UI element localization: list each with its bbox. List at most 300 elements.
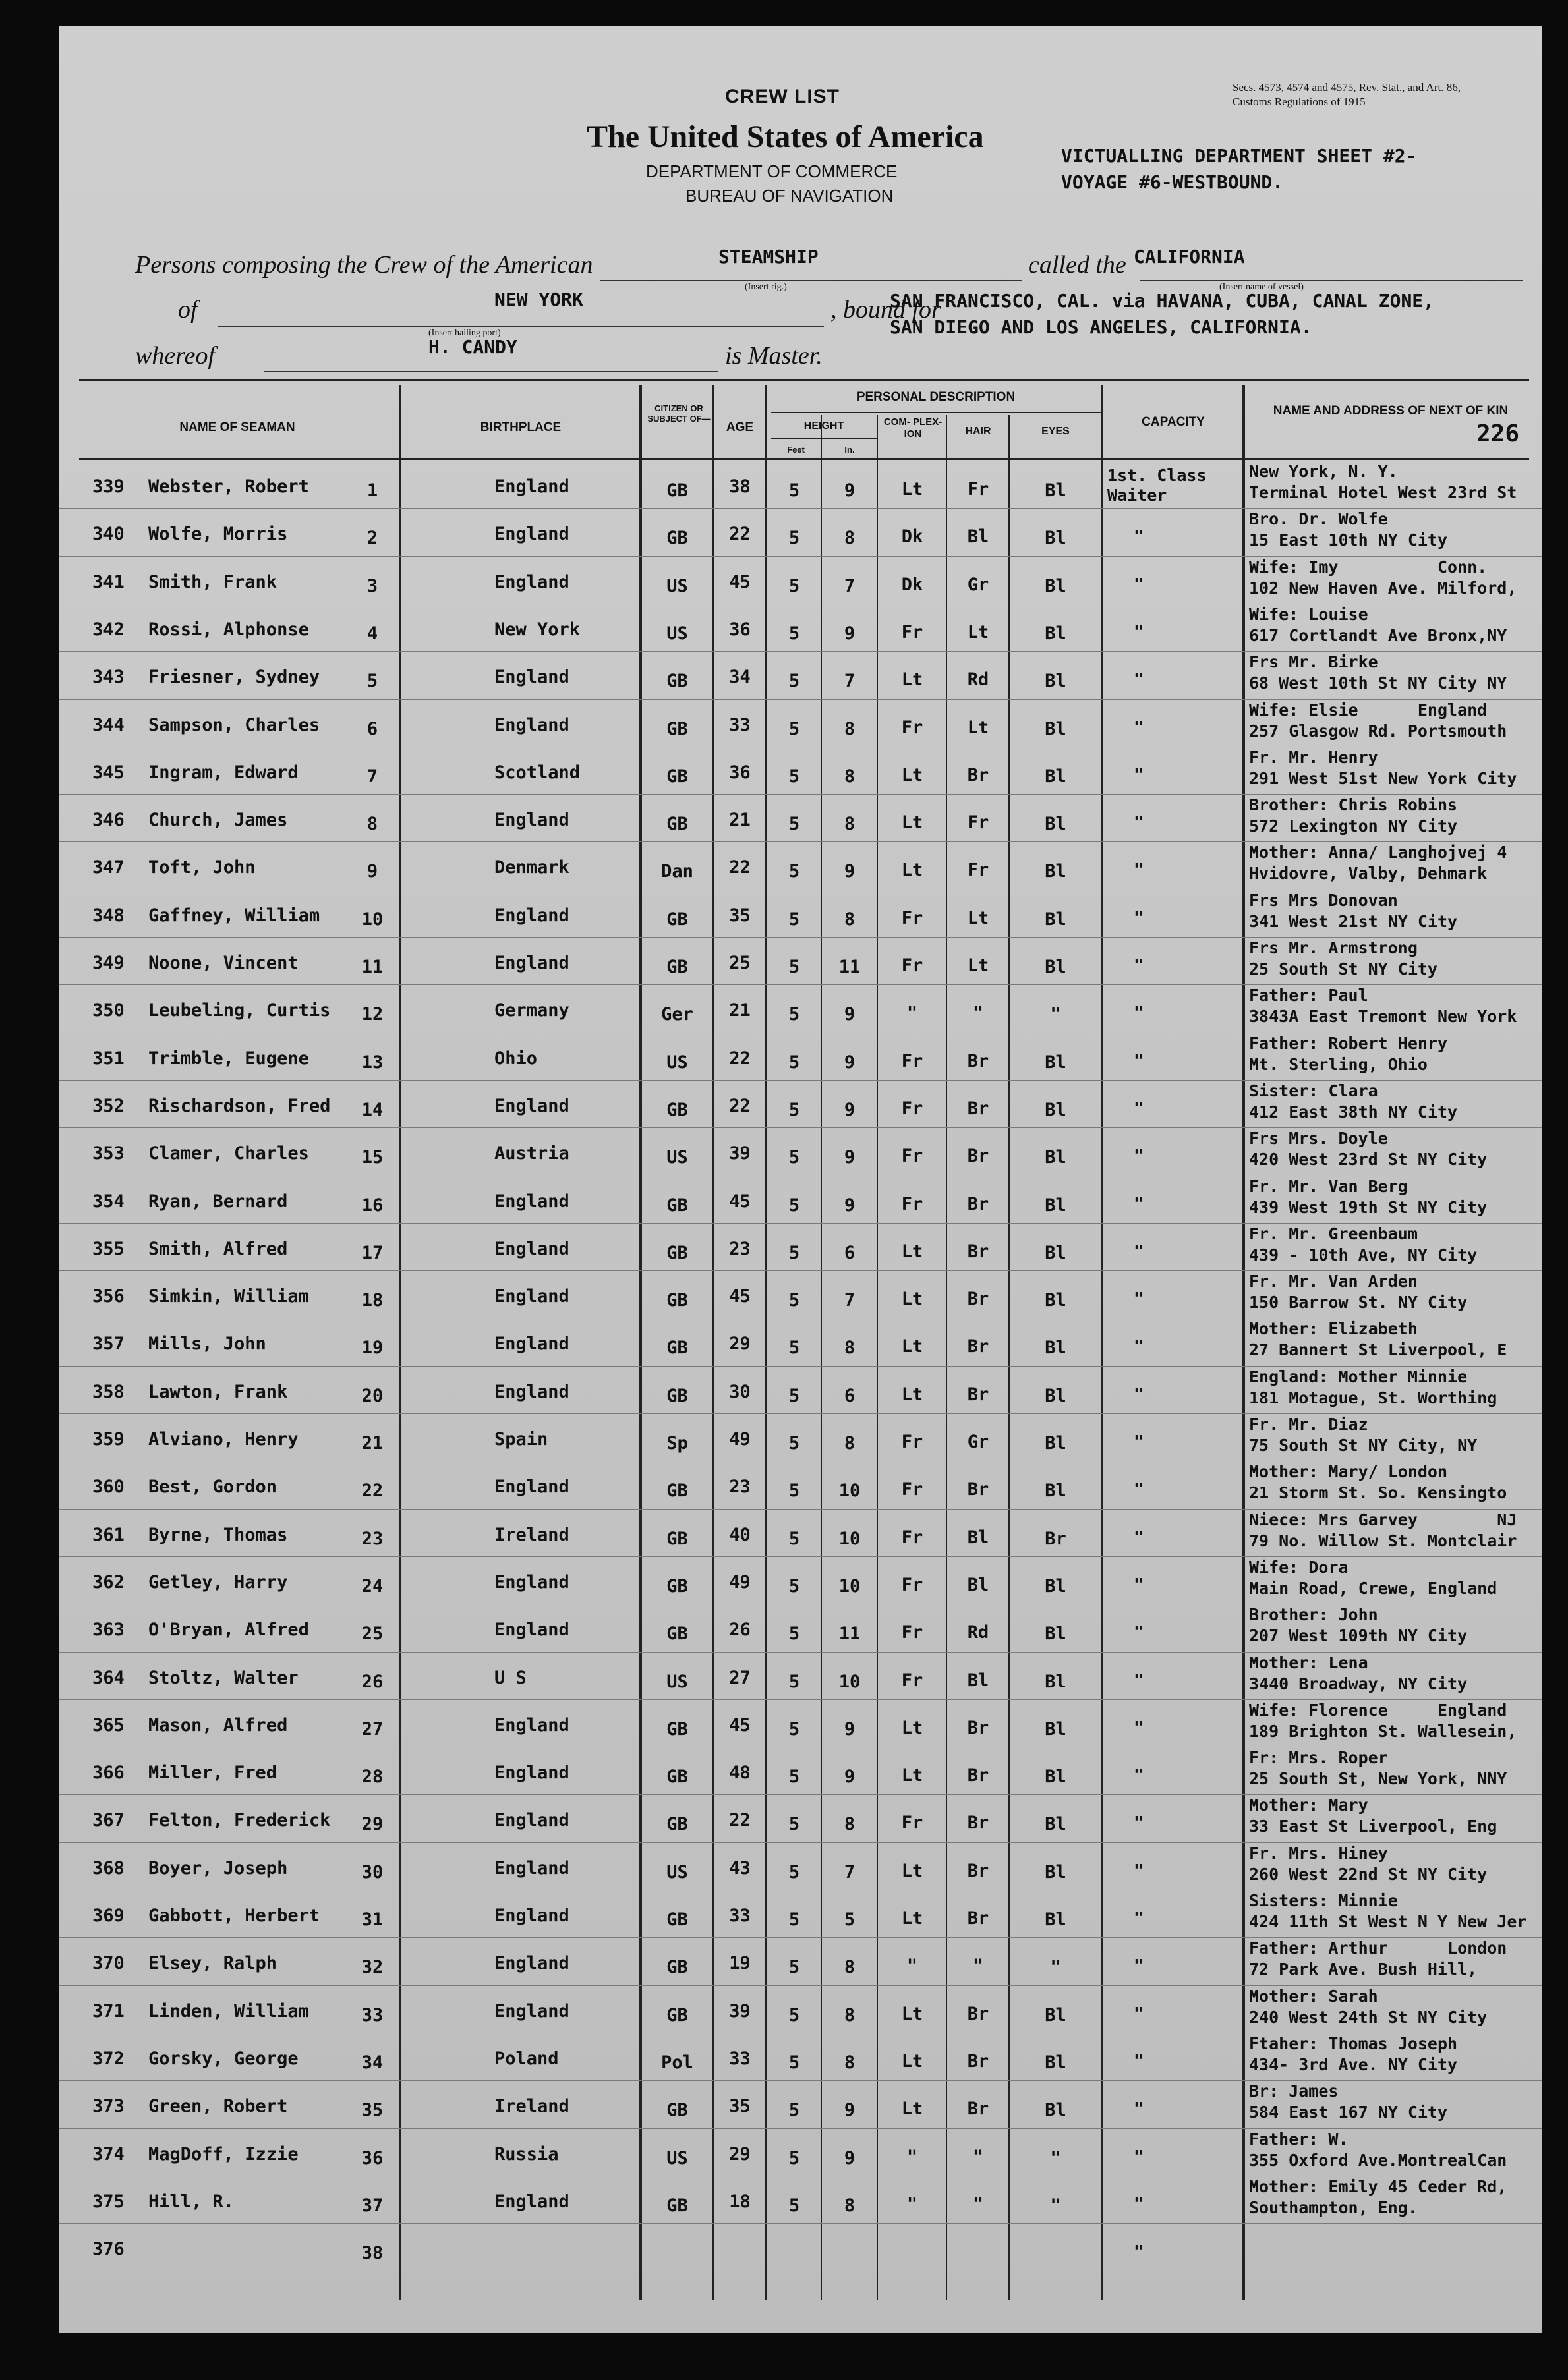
cell-age: 36 [729,619,751,640]
cell-ft: 5 [788,528,800,549]
cell-hair: Lt [967,907,989,928]
cell-birthplace: England [494,1714,569,1736]
cell-ft: 5 [788,2195,800,2216]
cell-kin-address: Hvidovre, Valby, Dehmark [1249,864,1488,884]
cell-kin-name: Brother: Chris Robins [1249,795,1458,815]
cell-age: 33 [729,1906,751,1926]
cell-no: 17 [361,1242,384,1263]
cell-in: 9 [844,861,856,882]
cell-kin-address: 25 South St, New York, NNY [1249,1769,1507,1789]
cell-eyes: Bl [1045,671,1066,692]
cell-hair: Rd [967,1622,989,1643]
cell-in: 8 [844,2195,856,2216]
cell-hair: Gr [967,574,989,595]
cell-in: 8 [844,528,856,549]
cell-capacity: " [1134,1813,1144,1832]
cell-kin-address: 584 East 167 NY City [1249,2103,1448,2122]
cell-name: Mason, Alfred [148,1714,288,1736]
is-master-label: is Master. [725,342,823,370]
cell-eyes: Bl [1045,957,1066,977]
cell-in: 7 [844,671,856,692]
cell-kin-name: Fr. Mrs. Hiney [1249,1843,1388,1863]
cell-comp: Fr [901,1098,923,1119]
cell-kin-address: 420 West 23rd St NY City [1249,1150,1488,1170]
cell-age: 33 [729,714,751,735]
cell-capacity: " [1134,1860,1144,1880]
cell-name: MagDoff, Izzie [148,2143,299,2165]
cell-capacity: " [1134,860,1144,880]
cell-hair: Br [967,1765,989,1786]
cell-age: 33 [729,2048,751,2069]
cell-no: 24 [361,1575,384,1597]
cell-in: 9 [844,1004,856,1025]
cell-name: Rischardson, Fred [148,1095,331,1116]
cell-capacity: 1st. Class [1107,466,1207,485]
cell-hair: Br [967,1193,989,1214]
cell-in: 7 [844,575,856,596]
cell-kin-name: Frs Mr. Armstrong [1249,938,1418,957]
cell-kin-name: Father: Paul [1249,986,1368,1006]
row-divider [59,1509,1542,1510]
cell-kin-name: England: Mother Minnie [1249,1367,1468,1386]
cell-ft: 5 [788,1099,800,1120]
cell-comp: Lt [901,1717,923,1738]
cell-birthplace: England [494,667,569,688]
cell-no: 13 [361,1052,384,1073]
cell-capacity: " [1134,1432,1144,1451]
cell-comp: Fr [901,1813,923,1834]
cell-id: 345 [92,762,125,783]
cell-age: 48 [729,1763,751,1784]
cell-in: 8 [844,814,856,835]
cell-kin-address: 33 East St Liverpool, Eng [1249,1817,1497,1836]
cell-ft: 5 [788,1671,800,1692]
cell-comp: Fr [901,621,923,642]
form-title: CREW LIST [725,86,840,107]
cell-no: 21 [361,1433,384,1454]
cell-kin-name: Fr. Mr. Greenbaum [1249,1224,1418,1243]
cell-citizen: US [666,1861,688,1883]
cell-kin-name: Mother: Mary [1249,1796,1368,1815]
row-divider [59,651,1542,652]
col-head-birthplace: BIRTHPLACE [480,420,562,434]
cell-in: 8 [844,766,856,787]
cell-hair: Br [967,1908,989,1929]
col-head-capacity: CAPACITY [1142,415,1205,429]
cell-eyes: Bl [1045,1671,1066,1692]
cell-kin-name: Mother: Elizabeth [1249,1319,1418,1339]
cell-eyes: Bl [1045,480,1066,501]
cell-name: Felton, Frederick [148,1810,331,1831]
cell-age: 22 [729,1048,751,1069]
cell-name: Getley, Harry [148,1572,288,1593]
cell-name: Linden, William [148,2000,309,2022]
cell-id: 353 [92,1143,125,1164]
cell-kin-name: Frs Mrs Donovan [1249,890,1398,910]
cell-hair: Br [967,1146,989,1167]
cell-hair: Bl [967,1527,989,1548]
cell-in: 10 [838,1481,861,1502]
cell-citizen: GB [666,718,688,739]
cell-comp: Fr [901,1050,923,1071]
cell-birthplace: England [494,1477,569,1498]
cell-birthplace: Ireland [494,1524,569,1545]
cell-citizen: GB [666,814,688,835]
cell-capacity: " [1134,2051,1144,2070]
cell-ft: 5 [788,575,800,596]
cell-name: Ryan, Bernard [148,1191,288,1212]
cell-id: 370 [92,1953,125,1974]
cell-ft: 5 [788,1338,800,1359]
cell-comp: Fr [901,1527,923,1548]
cell-eyes: Bl [1045,1575,1066,1597]
cell-ft: 5 [788,2052,800,2073]
col-head-hair: HAIR [965,426,991,437]
bound-for-label: , bound for [830,296,941,324]
cell-kin-name: Br: James [1249,2082,1339,2101]
cell-kin-address: 181 Motague, St. Worthing [1249,1388,1497,1407]
cell-id: 350 [92,1000,125,1021]
cell-birthplace: Scotland [494,762,581,783]
cell-id: 339 [92,476,125,497]
cell-kin-address: 355 Oxford Ave.MontrealCan [1249,2150,1507,2170]
cell-in: 11 [838,1624,861,1645]
vessel-type: STEAMSHIP [718,246,819,268]
cell-kin-address: 15 East 10th NY City [1249,530,1448,550]
row-divider [59,1413,1542,1414]
cell-capacity: " [1134,2003,1144,2023]
cell-comp: Lt [901,2099,923,2120]
cell-name: Green, Robert [148,2096,288,2117]
cell-citizen: GB [666,1814,688,1835]
cell-citizen: US [666,623,688,644]
cell-citizen: GB [666,1624,688,1645]
cell-birthplace: Ireland [494,2096,569,2117]
hailing-port: NEW YORK [494,289,583,310]
cell-eyes: Bl [1045,2052,1066,2073]
cell-comp: Lt [901,1384,923,1405]
cell-eyes: Bl [1045,861,1066,882]
cell-citizen: GB [666,1481,688,1502]
cell-comp: Lt [901,1241,923,1262]
cell-age: 26 [729,1620,751,1641]
cell-birthplace: England [494,571,569,592]
cell-age: 35 [729,905,751,926]
cell-in: 6 [844,1242,856,1263]
cell-ft: 5 [788,1242,800,1263]
cell-age: 45 [729,1714,751,1736]
cell-age: 22 [729,524,751,545]
cell-age: 21 [729,1000,751,1021]
cell-hair: Br [967,1479,989,1500]
cell-age: 45 [729,571,751,592]
of-label: of [178,296,198,324]
cell-no: 6 [366,718,378,739]
cell-in: 8 [844,1957,856,1978]
cell-name: O'Bryan, Alfred [148,1620,309,1641]
cell-eyes: Bl [1045,1147,1066,1168]
cell-no: 22 [361,1481,384,1502]
cell-kin-name: Wife: Louise [1249,604,1368,624]
cell-birthplace: Denmark [494,857,569,878]
crew-list-sheet [59,26,1542,2333]
cell-eyes: Bl [1045,1767,1066,1788]
whereof-label: whereof [135,342,216,370]
cell-eyes: " [1050,1957,1061,1978]
cell-capacity: " [1134,1527,1144,1546]
cell-kin-address: 439 West 19th St NY City [1249,1197,1488,1217]
cell-name: Alviano, Henry [148,1429,299,1450]
cell-eyes: Bl [1045,1718,1066,1740]
row-divider [59,1556,1542,1557]
cell-age: 27 [729,1667,751,1688]
cell-hair: Br [967,1289,989,1310]
called-label: called the [1028,251,1126,279]
cell-eyes: Bl [1045,718,1066,739]
cell-kin-name: Niece: Mrs Garvey NJ [1249,1510,1517,1529]
cell-citizen: GB [666,1242,688,1263]
cell-id: 351 [92,1048,125,1069]
cell-name: Clamer, Charles [148,1143,309,1164]
cell-ft: 5 [788,1910,800,1930]
cell-hair: Lt [967,621,989,642]
cell-kin-address: 72 Park Ave. Bush Hill, [1249,1960,1478,1979]
cell-capacity: " [1134,2242,1144,2261]
cell-age: 34 [729,667,751,688]
cell-capacity: " [1134,1622,1144,1642]
cell-kin-name: Wife: Imy Conn. [1249,557,1488,577]
cell-eyes: Bl [1045,1861,1066,1883]
row-divider [59,1080,1542,1081]
cell-hair: Br [967,1813,989,1834]
cell-comp: Lt [901,2003,923,2024]
col-head-personal: PERSONAL DESCRIPTION [856,390,1016,404]
cell-capacity: " [1134,1479,1144,1499]
row-divider [59,841,1542,842]
cell-kin-address: 27 Bannert St Liverpool, E [1249,1340,1507,1360]
cell-in: 10 [838,1671,861,1692]
department: DEPARTMENT OF COMMERCE [646,161,898,181]
row-divider [59,508,1542,509]
cell-ft: 5 [788,623,800,644]
cell-kin-address: 79 No. Willow St. Montclair [1249,1531,1517,1550]
cell-no: 29 [361,1814,384,1835]
cell-kin-name: Mother: Sarah [1249,1986,1378,2006]
cell-citizen: GB [666,2195,688,2216]
cell-in: 9 [844,1052,856,1073]
cell-kin-address: 572 Lexington NY City [1249,816,1458,836]
row-divider [59,1366,1542,1367]
cell-name: Trimble, Eugene [148,1048,309,1069]
cell-citizen: GB [666,671,688,692]
cell-comp: Lt [901,1765,923,1786]
cell-id: 374 [92,2143,125,2165]
cell-age: 18 [729,2191,751,2212]
cell-name: Gaffney, William [148,905,320,926]
cell-no: 20 [361,1385,384,1406]
cell-birthplace: England [494,1857,569,1879]
cell-id: 343 [92,667,125,688]
cell-ft: 5 [788,1290,800,1311]
cell-no: 32 [361,1957,384,1978]
cell-hair: Lt [967,955,989,976]
cell-name: Boyer, Joseph [148,1857,288,1879]
cell-ft: 5 [788,1052,800,1073]
cell-id: 344 [92,714,125,735]
cell-citizen: GB [666,2100,688,2121]
cell-in: 7 [844,1861,856,1883]
cell-eyes: Bl [1045,575,1066,596]
cell-id: 341 [92,571,125,592]
cell-name: Webster, Robert [148,476,309,497]
cell-birthplace: U S [494,1667,527,1688]
cell-kin-name: Bro. Dr. Wolfe [1249,509,1388,529]
cell-id: 358 [92,1381,125,1402]
cell-no: 36 [361,2147,384,2168]
cell-kin-name: Mother: Emily 45 Ceder Rd, [1249,2176,1507,2196]
cell-eyes: Bl [1045,814,1066,835]
cell-age: 40 [729,1524,751,1545]
cell-capacity: " [1134,1956,1144,1975]
cell-citizen: GB [666,1528,688,1549]
cell-age: 43 [729,1857,751,1879]
cell-id: 340 [92,524,125,545]
cell-no: 4 [366,623,378,644]
cell-id: 363 [92,1620,125,1641]
cell-name: Toft, John [148,857,256,878]
cell-birthplace: England [494,714,569,735]
cell-eyes: Bl [1045,1052,1066,1073]
cell-citizen: GB [666,1195,688,1216]
cell-kin-name: Brother: John [1249,1605,1378,1625]
cell-citizen: Dan [661,861,693,882]
cell-kin-address: 291 West 51st New York City [1249,768,1517,788]
cell-eyes: Bl [1045,1338,1066,1359]
cell-citizen: US [666,1671,688,1692]
cell-name: Lawton, Frank [148,1381,288,1402]
cell-name: Friesner, Sydney [148,667,320,688]
cell-id: 366 [92,1763,125,1784]
row-divider [59,1270,1542,1271]
cell-capacity: " [1134,2099,1144,2118]
cell-hair: Fr [967,812,989,834]
col-head-citizen: CITIZEN OR SUBJECT OF— [647,403,711,424]
cell-no: 15 [361,1147,384,1168]
cell-birthplace: England [494,1238,569,1259]
cell-in: 9 [844,480,856,501]
cell-eyes: Bl [1045,1433,1066,1454]
cell-id: 359 [92,1429,125,1450]
cell-hair: Fr [967,479,989,499]
cell-capacity: " [1134,717,1144,737]
cell-kin-name: Sisters: Minnie [1249,1891,1398,1910]
cell-eyes: Bl [1045,1195,1066,1216]
cell-kin-name: Fr. Mr. Van Arden [1249,1272,1418,1291]
row-divider [59,1127,1542,1128]
cell-hair: " [972,1956,984,1977]
persons-label: Persons composing the Crew of the American [135,251,593,279]
cell-citizen: GB [666,2004,688,2026]
cell-id: 356 [92,1286,125,1307]
cell-citizen: GB [666,1910,688,1930]
cell-birthplace: England [494,1906,569,1926]
cell-no: 2 [366,528,378,549]
cell-hair: Br [967,1860,989,1881]
cell-citizen: US [666,1147,688,1168]
cell-hair: Fr [967,860,989,881]
cell-no: 3 [366,575,378,596]
cell-hair: Br [967,1384,989,1405]
cell-age: 30 [729,1381,751,1402]
cell-eyes: Bl [1045,1385,1066,1406]
destination-line-2: SAN DIEGO AND LOS ANGELES, CALIFORNIA. [890,316,1312,338]
cell-hair: Lt [967,717,989,738]
cell-ft: 5 [788,2004,800,2026]
cell-birthplace: England [494,1620,569,1641]
cell-ft: 5 [788,718,800,739]
cell-id: 367 [92,1810,125,1831]
cell-comp: " [906,2194,918,2215]
cell-eyes: Bl [1045,766,1066,787]
cell-comp: " [906,2146,918,2167]
cell-kin-address: 21 Storm St. So. Kensingto [1249,1483,1507,1503]
cell-in: 9 [844,1147,856,1168]
cell-kin-address: Mt. Sterling, Ohio [1249,1054,1428,1074]
cell-citizen: US [666,2147,688,2168]
cell-no: 28 [361,1767,384,1788]
cell-birthplace: Poland [494,2048,559,2069]
cell-birthplace: Germany [494,1000,569,1021]
cell-no: 10 [361,909,384,930]
cell-in: 8 [844,909,856,930]
cell-ft: 5 [788,1004,800,1025]
cell-kin-name: New York, N. Y. [1249,462,1398,481]
cell-citizen: GB [666,1767,688,1788]
cell-comp: Lt [901,764,923,785]
cell-in: 9 [844,1767,856,1788]
cell-kin-address: 260 West 22nd St NY City [1249,1864,1488,1884]
cell-kin-address: 189 Brighton St. Wallesein, [1249,1721,1517,1741]
cell-birthplace: Spain [494,1429,548,1450]
cell-ft: 5 [788,1575,800,1597]
row-divider [59,699,1542,700]
cell-birthplace: Austria [494,1143,569,1164]
cell-ft: 5 [788,1385,800,1406]
cell-capacity: " [1134,1908,1144,1927]
cell-no: 30 [361,1861,384,1883]
cell-name: Ingram, Edward [148,762,299,783]
cell-eyes: Bl [1045,1910,1066,1930]
cell-in: 9 [844,1195,856,1216]
cell-ft: 5 [788,1195,800,1216]
cell-eyes: Br [1045,1528,1066,1549]
vessel-name: CALIFORNIA [1134,246,1245,268]
cell-citizen: GB [666,766,688,787]
voyage-note: VOYAGE #6-WESTBOUND. [1061,171,1284,193]
cell-kin-address: 207 West 109th NY City [1249,1626,1468,1646]
cell-capacity: " [1134,812,1144,832]
cell-kin-name: Sister: Clara [1249,1081,1378,1100]
cell-eyes: Bl [1045,1242,1066,1263]
cell-ft: 5 [788,766,800,787]
cell-hair: Br [967,764,989,785]
cell-id: 347 [92,857,125,878]
cell-age: 29 [729,1334,751,1355]
cell-capacity: " [1134,1765,1144,1785]
cell-id: 342 [92,619,125,640]
cell-capacity: " [1134,1289,1144,1309]
cell-comp: Lt [901,812,923,834]
